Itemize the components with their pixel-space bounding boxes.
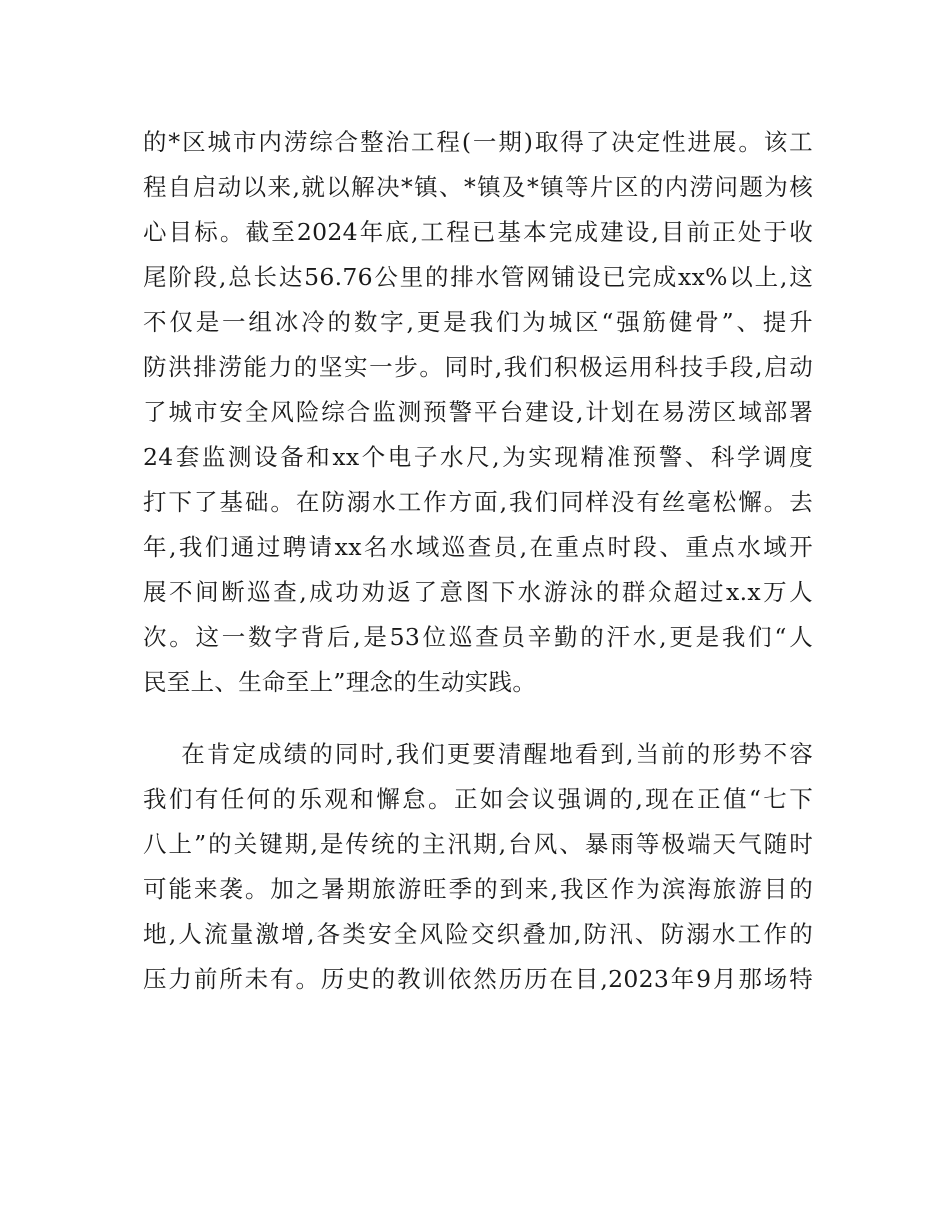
text-line: 可能来袭。加之暑期旅游旺季的到来,我区作为滨海旅游目的 [143, 875, 813, 903]
text-line: 年,我们通过聘请xx名水域巡查员,在重点时段、重点水域开 [143, 533, 813, 561]
text-line: 程自启动以来,就以解决*镇、*镇及*镇等片区的内涝问题为核 [143, 173, 813, 201]
text-line: 次。这一数字背后,是53位巡查员辛勤的汗水,更是我们“人 [143, 623, 813, 651]
paragraph-1 [143, 120, 813, 705]
text-line: 的*区城市内涝综合整治工程(一期)取得了决定性进展。该工 [143, 128, 813, 156]
text-line: 不仅是一组冰冷的数字,更是我们为城区“强筋健骨”、提升 [143, 308, 813, 336]
text-line: 24套监测设备和xx个电子水尺,为实现精准预警、科学调度 [143, 443, 813, 471]
paragraph-spacer [143, 705, 813, 732]
text-line: 展不间断巡查,成功劝返了意图下水游泳的群众超过x.x万人 [143, 578, 813, 606]
text-line: 尾阶段,总长达56.76公里的排水管网铺设已完成xx%以上,这 [143, 263, 813, 291]
text-line: 打下了基础。在防溺水工作方面,我们同样没有丝毫松懈。去 [143, 488, 813, 516]
text-line: 民至上、生命至上”理念的生动实践。 [143, 668, 537, 696]
text-line: 压力前所未有。历史的教训依然历历在目,2023年9月那场特 [143, 965, 813, 993]
document-body [143, 120, 813, 1002]
paragraph-2 [143, 732, 813, 1002]
text-line: 我们有任何的乐观和懈怠。正如会议强调的,现在正值“七下 [143, 785, 813, 813]
text-line: 在肯定成绩的同时,我们更要清醒地看到,当前的形势不容 [143, 740, 813, 768]
text-line: 防洪排涝能力的坚实一步。同时,我们积极运用科技手段,启动 [143, 353, 813, 381]
text-line: 了城市安全风险综合监测预警平台建设,计划在易涝区域部署 [143, 398, 813, 426]
text-line: 地,人流量激增,各类安全风险交织叠加,防汛、防溺水工作的 [143, 920, 813, 948]
text-line: 心目标。截至2024年底,工程已基本完成建设,目前正处于收 [143, 218, 813, 246]
text-line: 八上”的关键期,是传统的主汛期,台风、暴雨等极端天气随时 [143, 830, 813, 858]
